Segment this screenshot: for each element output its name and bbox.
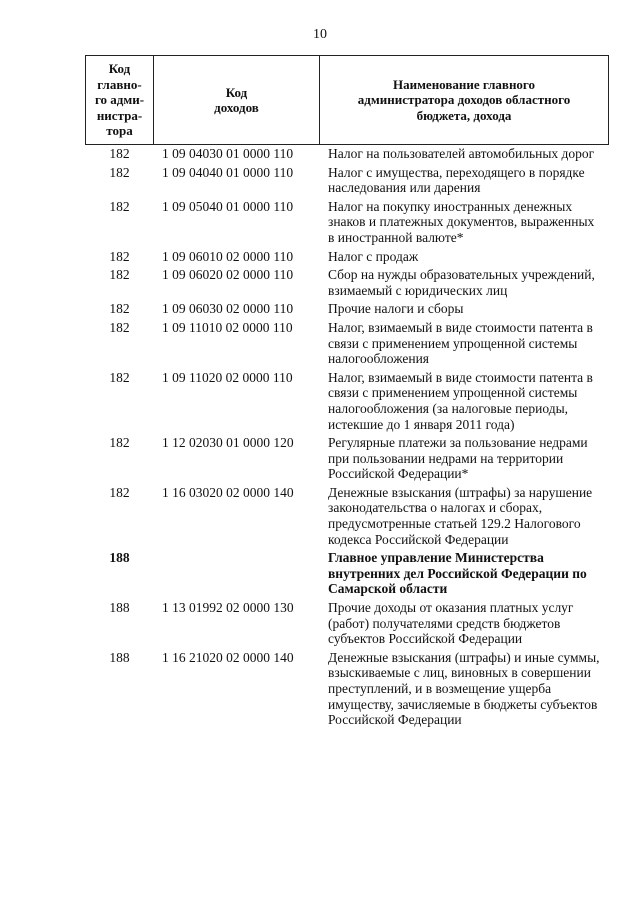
table-row xyxy=(85,600,609,647)
administrator-name-cell: Главное управление Министерства внутренних дел Российской Федерации по Самарской области xyxy=(328,550,587,597)
income-code-cell: 1 09 11010 02 0000 110 xyxy=(162,319,293,335)
income-code-cell: 1 09 11020 02 0000 110 xyxy=(162,369,293,385)
income-code-cell: 1 09 04040 01 0000 110 xyxy=(162,164,294,180)
income-name-cell: Налог с имущества, переходящего в порядке наследования или дарения xyxy=(328,164,585,196)
income-name-cell: Денежные взыскания (штрафы) за нарушение законодательства о налогах и сборах, предусмотренные статьей 129.2 Налогового кодекса Российской Федерации xyxy=(328,484,593,547)
admin-code-cell: 188 xyxy=(109,600,130,616)
admin-code-cell: 182 xyxy=(109,435,130,451)
table-row xyxy=(85,249,609,265)
table-row xyxy=(85,650,609,728)
administrator-section-row xyxy=(85,550,609,597)
header-administrator-name: Наименование главного администратора доходов областного бюджета, дохода xyxy=(320,56,609,144)
admin-code-cell: 188 xyxy=(109,550,130,566)
table-row xyxy=(85,146,609,162)
table-row xyxy=(85,165,609,196)
page-number: 10 xyxy=(313,27,327,42)
income-name-cell: Налог, взимаемый в виде стоимости патента в связи с применением упрощенной системы налогообложения (за налоговые периоды, истекшие до 1 января 2011 года) xyxy=(328,369,593,432)
table-row xyxy=(85,435,609,482)
admin-code-cell: 182 xyxy=(109,484,130,500)
income-code-cell: 1 16 21020 02 0000 140 xyxy=(162,649,294,665)
admin-code-cell: 188 xyxy=(109,649,130,665)
income-name-cell: Налог на пользователей автомобильных дорог xyxy=(328,146,595,161)
table-body xyxy=(85,146,609,731)
income-code-cell: 1 16 03020 02 0000 140 xyxy=(162,484,294,500)
admin-code-cell: 182 xyxy=(109,369,130,385)
admin-code-cell: 182 xyxy=(109,198,130,214)
admin-code-cell: 182 xyxy=(109,164,130,180)
income-code-cell xyxy=(154,550,320,597)
income-code-cell: 1 09 06030 02 0000 110 xyxy=(162,301,294,317)
header-income-code: Код доходов xyxy=(154,56,320,144)
income-code-cell: 1 09 06020 02 0000 110 xyxy=(162,267,294,283)
income-name-cell: Налог, взимаемый в виде стоимости патента в связи с применением упрощенной системы налогообложения xyxy=(328,319,593,367)
income-code-cell: 1 09 06010 02 0000 110 xyxy=(162,248,294,264)
table-row xyxy=(85,267,609,298)
header-admin-code: Код главно- го адми- нистра- тора xyxy=(85,56,154,144)
income-name-cell: Налог на покупку иностранных денежных знаков и платежных документов, выраженных в иностранной валюте* xyxy=(328,198,595,245)
income-name-cell: Прочие налоги и сборы xyxy=(328,301,464,317)
admin-code-cell: 182 xyxy=(109,319,130,335)
table-header xyxy=(85,55,609,145)
admin-code-cell: 182 xyxy=(109,146,130,161)
income-code-cell: 1 12 02030 01 0000 120 xyxy=(162,435,294,451)
income-name-cell: Налог с продаж xyxy=(328,248,419,264)
income-code-cell: 1 09 04030 01 0000 110 xyxy=(162,146,294,161)
income-name-cell: Сбор на нужды образовательных учреждений, взимаемый с юридических лиц xyxy=(328,267,595,298)
income-name-cell: Денежные взыскания (штрафы) и иные суммы, взыскиваемые с лиц, виновных в совершении преступлений, и в возмещение ущерба имуществу, зачисляемые в бюджеты субъектов Российской Федерации xyxy=(328,649,600,728)
admin-code-cell: 182 xyxy=(109,248,130,264)
table-row xyxy=(85,485,609,547)
income-name-cell: Регулярные платежи за пользование недрами при пользовании недрами на территории Российской Федерации* xyxy=(328,435,588,482)
table-row xyxy=(85,301,609,317)
table-row xyxy=(85,320,609,367)
table-row xyxy=(85,199,609,246)
admin-code-cell: 182 xyxy=(109,267,130,283)
admin-code-cell: 182 xyxy=(109,301,130,317)
income-code-cell: 1 09 05040 01 0000 110 xyxy=(162,198,294,214)
income-name-cell: Прочие доходы от оказания платных услуг (работ) получателями средств бюджетов субъектов Российской Федерации xyxy=(328,600,574,647)
table-row xyxy=(85,370,609,432)
income-code-cell: 1 13 01992 02 0000 130 xyxy=(162,600,294,616)
